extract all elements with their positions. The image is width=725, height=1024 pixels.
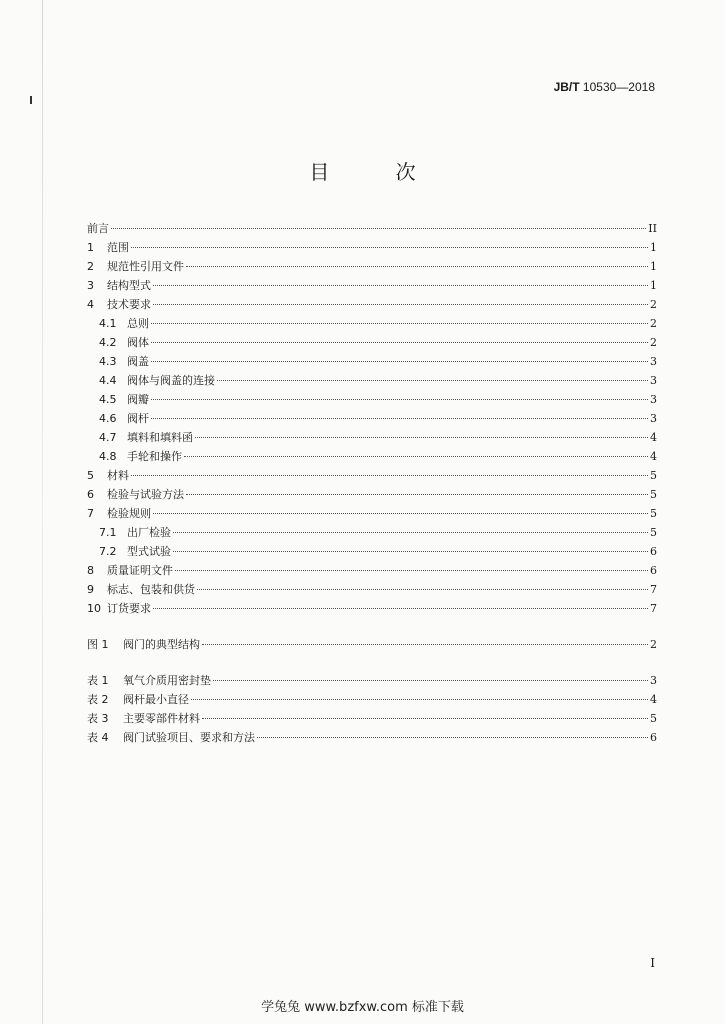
toc-entry-number: 4.2 <box>99 336 117 349</box>
toc-entry-number: 4.6 <box>99 412 117 425</box>
dot-leader <box>184 456 648 457</box>
standard-code-number: 10530—2018 <box>582 80 655 94</box>
toc-entry-number: 2 <box>87 260 94 273</box>
toc-entry-number: 表 2 <box>87 693 109 706</box>
dot-leader <box>197 589 648 590</box>
toc-entry-label: 阀体 <box>127 336 149 349</box>
toc-entry-number: 1 <box>87 241 94 254</box>
dot-leader <box>175 570 648 571</box>
toc-entry-page: 1 <box>650 241 657 254</box>
toc-entry[interactable] <box>87 314 657 333</box>
toc-entry-label: 技术要求 <box>107 298 151 311</box>
dot-leader <box>153 608 648 609</box>
toc-figures <box>87 635 657 654</box>
spacer <box>87 618 657 635</box>
toc-entry[interactable] <box>87 542 657 561</box>
toc-entry-label: 手轮和操作 <box>127 450 182 463</box>
toc-entry[interactable] <box>87 580 657 599</box>
dot-leader <box>153 285 648 286</box>
toc-entry-page: 2 <box>650 336 657 349</box>
toc-entry-page: 6 <box>650 564 657 577</box>
toc-entry-label: 阀盖 <box>127 355 149 368</box>
dot-leader <box>151 418 648 419</box>
toc-entry-number: 4 <box>87 298 94 311</box>
toc-entry-number: 10 <box>87 602 101 615</box>
toc-entry-label: 规范性引用文件 <box>107 260 184 273</box>
toc-entry-label: 前言 <box>87 222 109 235</box>
toc-entry-number: 3 <box>87 279 94 292</box>
toc-entry[interactable] <box>87 409 657 428</box>
toc-entry-page: 4 <box>650 450 657 463</box>
toc-entry[interactable] <box>87 690 657 709</box>
dot-leader <box>202 718 648 719</box>
toc-entry-label: 阀杆 <box>127 412 149 425</box>
toc-entry-page: 5 <box>650 526 657 539</box>
toc-entry-label: 氧气介质用密封垫 <box>123 674 211 687</box>
toc-entry-label: 质量证明文件 <box>107 564 173 577</box>
dot-leader <box>131 247 648 248</box>
dot-leader <box>217 380 648 381</box>
standard-code <box>554 80 655 94</box>
toc-entry-label: 出厂检验 <box>127 526 171 539</box>
toc-entry-number: 4.1 <box>99 317 117 330</box>
toc-entry-label: 检验与试验方法 <box>107 488 184 501</box>
toc-entry-number: 9 <box>87 583 94 596</box>
toc-entry-number: 8 <box>87 564 94 577</box>
page-number: I <box>650 956 655 970</box>
toc-entry-label: 范围 <box>107 241 129 254</box>
toc-entry[interactable] <box>87 485 657 504</box>
toc-entry-page: 7 <box>650 583 657 596</box>
toc-entry-page: 3 <box>650 355 657 368</box>
toc-entry-page: 1 <box>650 260 657 273</box>
toc-entry[interactable] <box>87 333 657 352</box>
toc-entry-number: 5 <box>87 469 94 482</box>
dot-leader <box>195 437 648 438</box>
toc-entry-page: 2 <box>650 298 657 311</box>
dot-leader <box>186 494 648 495</box>
dot-leader <box>151 323 648 324</box>
toc-entry-number: 7.2 <box>99 545 117 558</box>
dot-leader <box>111 228 646 229</box>
toc-entry-number: 6 <box>87 488 94 501</box>
dot-leader <box>131 475 648 476</box>
toc-entry-label: 阀杆最小直径 <box>123 693 189 706</box>
toc-entry-page: 5 <box>650 488 657 501</box>
toc-entry[interactable] <box>87 257 657 276</box>
dot-leader <box>151 399 648 400</box>
toc-entry-label: 阀门试验项目、要求和方法 <box>123 731 255 744</box>
toc-entry-number: 表 4 <box>87 731 109 744</box>
toc-entry-number: 4.8 <box>99 450 117 463</box>
toc-entry-number: 图 1 <box>87 638 109 651</box>
toc-entry-label: 阀体与阀盖的连接 <box>127 374 215 387</box>
toc-entry-label: 订货要求 <box>107 602 151 615</box>
dot-leader <box>173 551 648 552</box>
toc-entry-label: 结构型式 <box>107 279 151 292</box>
toc-entry-number: 表 3 <box>87 712 109 725</box>
toc-sections <box>87 219 657 618</box>
toc-tables <box>87 671 657 747</box>
toc-entry[interactable] <box>87 561 657 580</box>
toc-entry[interactable] <box>87 523 657 542</box>
toc-entry-page: 5 <box>650 712 657 725</box>
toc-entry-page: 2 <box>650 638 657 651</box>
toc-entry-page: 3 <box>650 674 657 687</box>
scan-edge-line <box>42 0 43 1024</box>
toc-entry[interactable] <box>87 276 657 295</box>
toc-entry[interactable] <box>87 428 657 447</box>
dot-leader <box>151 342 648 343</box>
toc-entry-page: II <box>648 222 657 235</box>
toc-entry[interactable] <box>87 238 657 257</box>
dot-leader <box>153 304 648 305</box>
dot-leader <box>213 680 648 681</box>
toc-entry[interactable] <box>87 728 657 747</box>
spacer <box>87 654 657 671</box>
dot-leader <box>186 266 648 267</box>
toc-entry-page: 3 <box>650 374 657 387</box>
toc-entry[interactable] <box>87 599 657 618</box>
toc-entry[interactable] <box>87 466 657 485</box>
toc-entry-number: 4.7 <box>99 431 117 444</box>
toc-entry-page: 6 <box>650 731 657 744</box>
toc-entry-page: 5 <box>650 469 657 482</box>
toc-entry-label: 标志、包装和供货 <box>107 583 195 596</box>
watermark-text: 学兔兔 www.bzfxw.com 标准下载 <box>261 1000 464 1015</box>
toc-entry[interactable] <box>87 390 657 409</box>
toc-entry-label: 阀瓣 <box>127 393 149 406</box>
toc-entry[interactable] <box>87 447 657 466</box>
toc-entry[interactable] <box>87 352 657 371</box>
dot-leader <box>191 699 648 700</box>
toc-entry-label: 检验规则 <box>107 507 151 520</box>
dot-leader <box>153 513 648 514</box>
toc-entry[interactable] <box>87 709 657 728</box>
toc-entry-page: 2 <box>650 317 657 330</box>
dot-leader <box>151 361 648 362</box>
toc-entry-number: 4.4 <box>99 374 117 387</box>
toc-entry-page: 1 <box>650 279 657 292</box>
toc-entry-label: 型式试验 <box>127 545 171 558</box>
toc-entry-label: 总则 <box>127 317 149 330</box>
toc-entry-page: 3 <box>650 393 657 406</box>
toc-entry-label: 阀门的典型结构 <box>123 638 200 651</box>
toc-entry-page: 3 <box>650 412 657 425</box>
toc-entry-label: 主要零部件材料 <box>123 712 200 725</box>
toc-entry-label: 填料和填料函 <box>127 431 193 444</box>
dot-leader <box>257 737 648 738</box>
scan-mark <box>30 96 32 104</box>
toc-entry[interactable] <box>87 671 657 690</box>
toc-entry-page: 6 <box>650 545 657 558</box>
toc-entry[interactable] <box>87 295 657 314</box>
dot-leader <box>202 644 648 645</box>
toc-entry-number: 7.1 <box>99 526 117 539</box>
toc-entry-page: 4 <box>650 431 657 444</box>
toc-entry-number: 7 <box>87 507 94 520</box>
page-title: 目 次 <box>309 160 446 184</box>
standard-code-prefix: JB/T <box>553 80 580 94</box>
toc-entry-number: 4.5 <box>99 393 117 406</box>
toc-entry-page: 7 <box>650 602 657 615</box>
toc-entry-page: 5 <box>650 507 657 520</box>
toc-entry[interactable] <box>87 219 657 238</box>
toc-entry-number: 表 1 <box>87 674 109 687</box>
dot-leader <box>173 532 648 533</box>
toc-entry-number: 4.3 <box>99 355 117 368</box>
toc-entry[interactable] <box>87 371 657 390</box>
toc-entry[interactable] <box>87 504 657 523</box>
table-of-contents <box>87 219 657 747</box>
toc-entry-page: 4 <box>650 693 657 706</box>
toc-entry[interactable] <box>87 635 657 654</box>
toc-entry-label: 材料 <box>107 469 129 482</box>
